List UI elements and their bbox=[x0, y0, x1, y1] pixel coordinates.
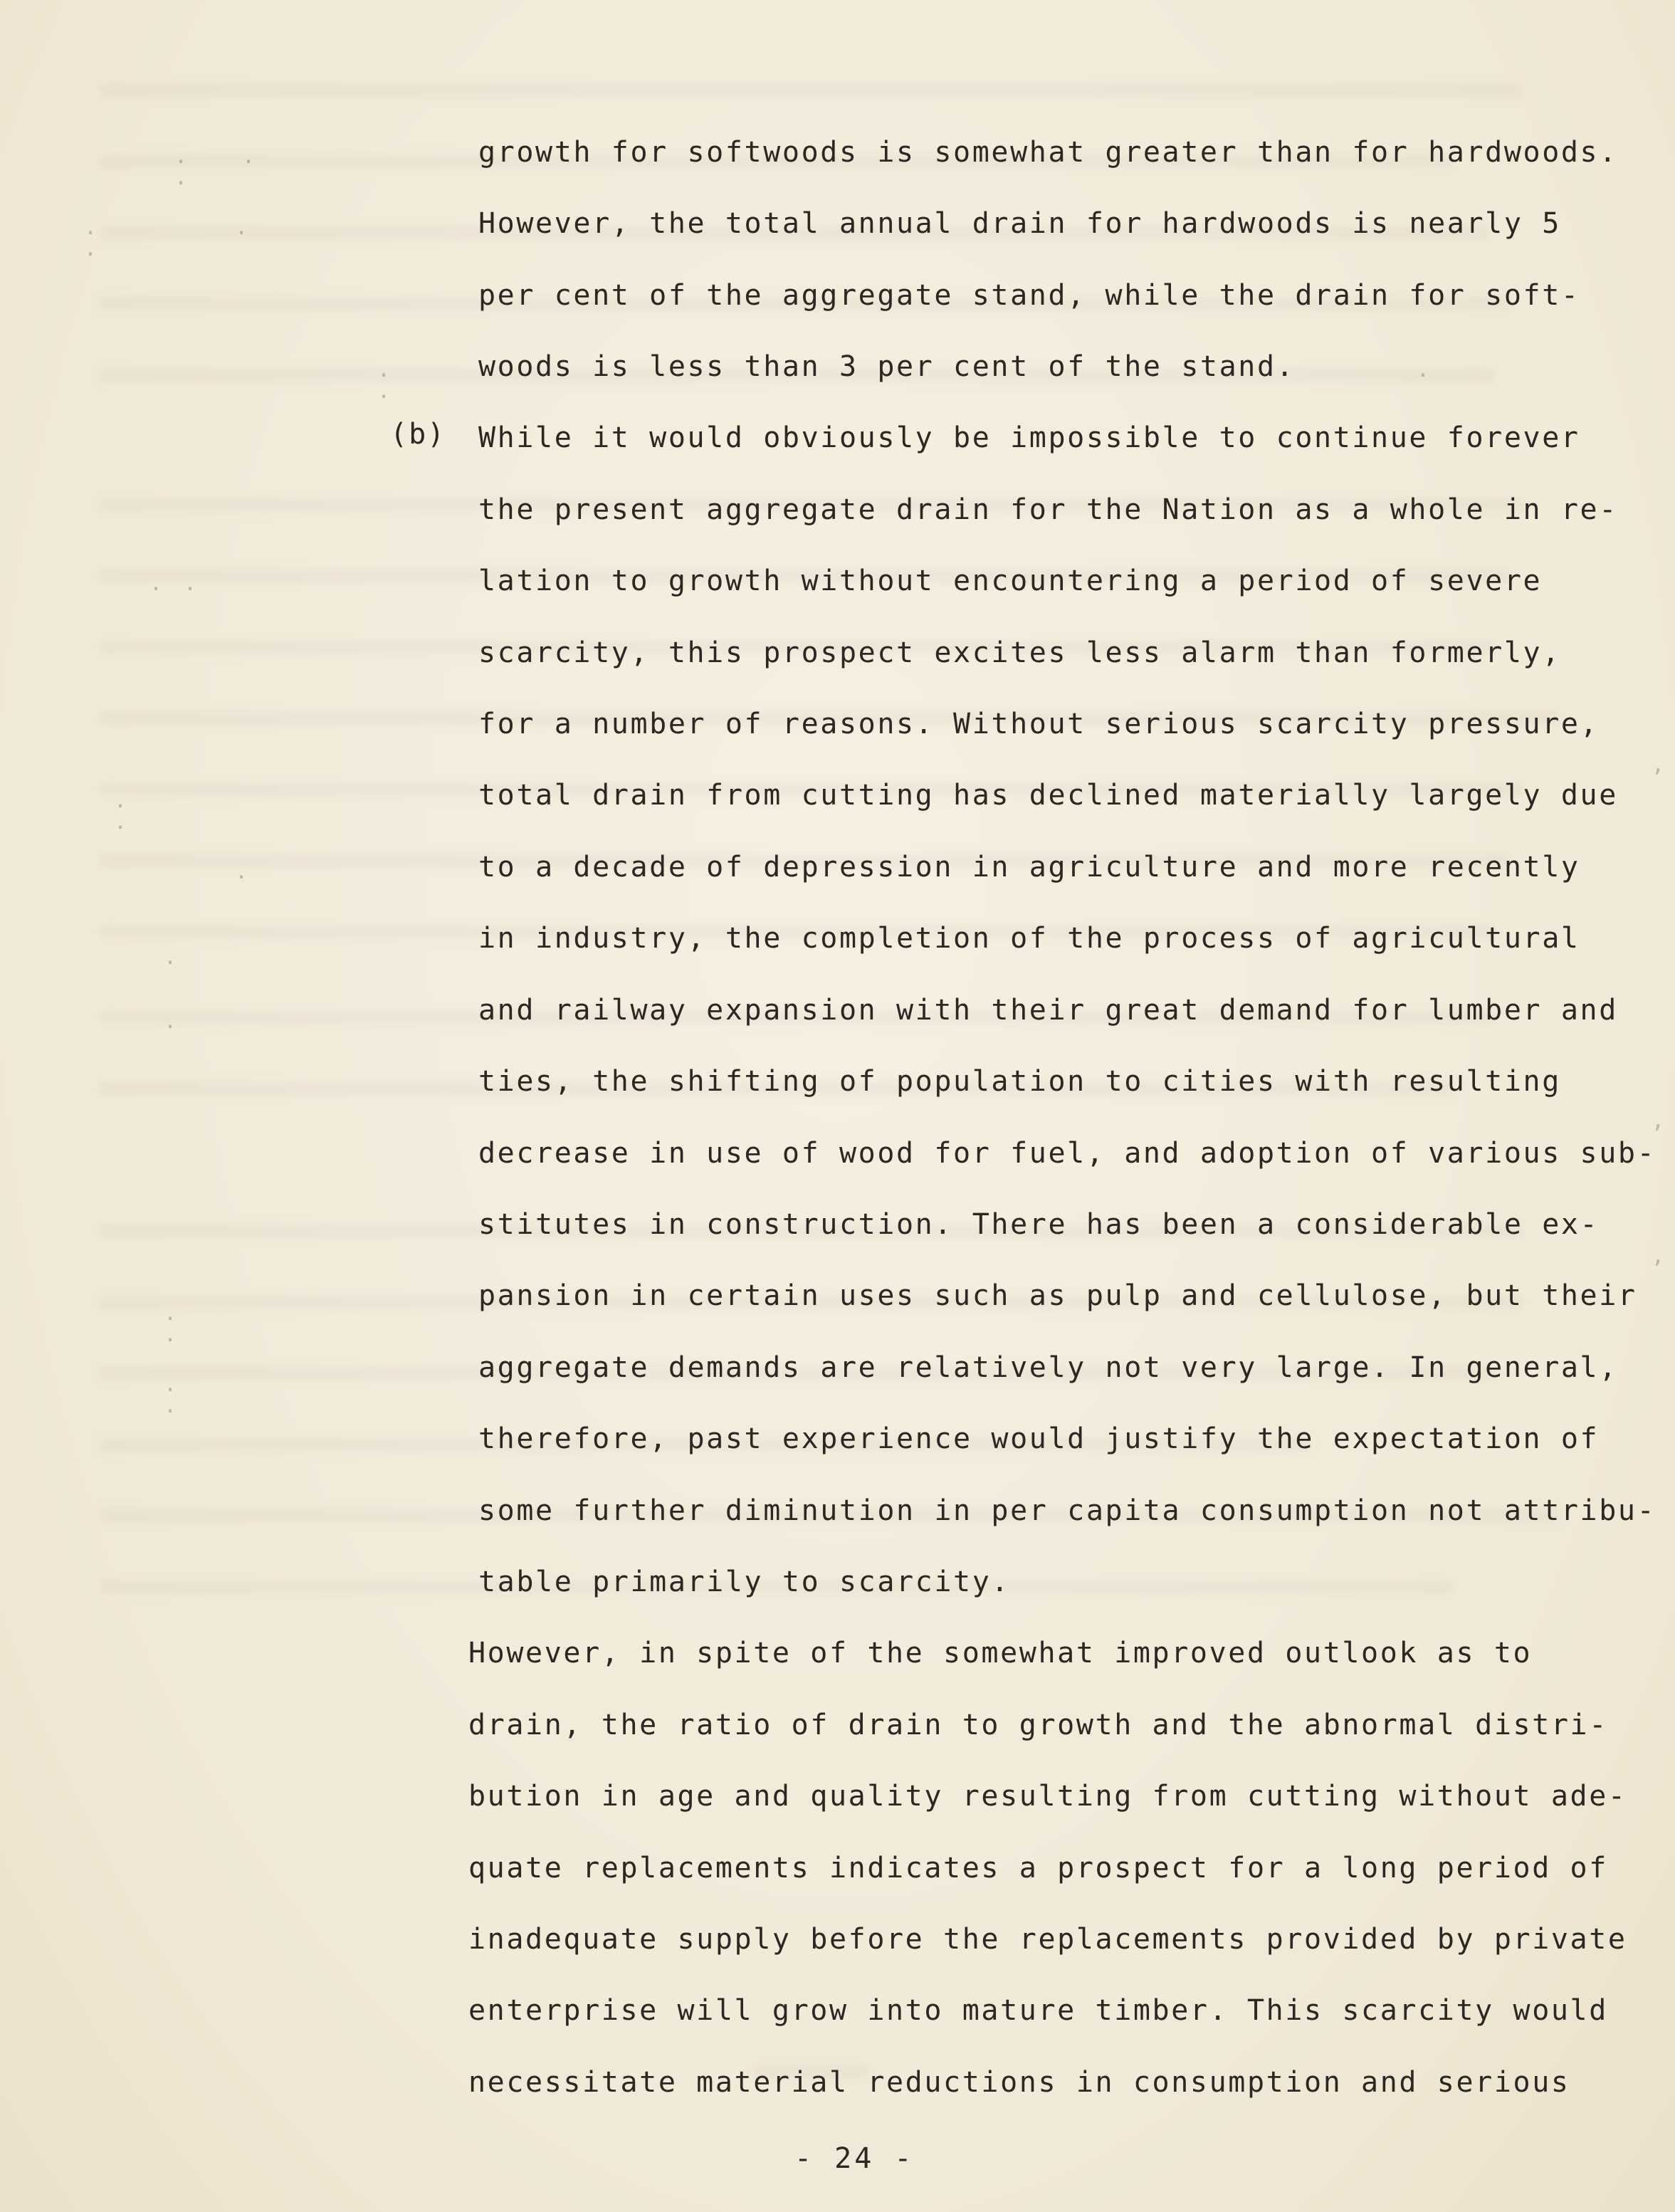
text-line: aggregate demands are relatively not very large. In general, bbox=[478, 1351, 1618, 1384]
text-line: lation to growth without encountering a period of severe bbox=[478, 565, 1543, 597]
paragraph-marker: (b) bbox=[390, 418, 446, 451]
text-line: While it would obviously be impossible to continue forever bbox=[478, 421, 1580, 454]
text-line: stitutes in construction. There has been a considerable ex- bbox=[478, 1208, 1600, 1241]
text-line: some further diminution in per capita consumption not attribu- bbox=[478, 1494, 1656, 1527]
text-line: However, in spite of the somewhat improved outlook as to bbox=[468, 1637, 1533, 1670]
text-line: scarcity, this prospect excites less alarm than formerly, bbox=[478, 636, 1561, 669]
text-line: to a decade of depression in agriculture and more recently bbox=[478, 851, 1580, 884]
text-line: necessitate material reductions in consumption and serious bbox=[468, 2066, 1570, 2099]
text-line: therefore, past experience would justify the expectation of bbox=[478, 1422, 1600, 1455]
text-line: decrease in use of wood for fuel, and adoption of various sub- bbox=[478, 1137, 1656, 1170]
text-line: inadequate supply before the replacements provided by private bbox=[468, 1923, 1627, 1956]
text-line: woods is less than 3 per cent of the stand. bbox=[478, 350, 1296, 383]
text-line: growth for softwoods is somewhat greater than for hardwoods. bbox=[478, 136, 1618, 169]
text-line: the present aggregate drain for the Nation as a whole in re- bbox=[478, 493, 1618, 526]
text-line: quate replacements indicates a prospect for a long period of bbox=[468, 1852, 1608, 1885]
text-line: pansion in certain uses such as pulp and cellulose, but their bbox=[478, 1279, 1637, 1312]
text-line: in industry, the completion of the process of agricultural bbox=[478, 922, 1580, 955]
text-line: enterprise will grow into mature timber. This scarcity would bbox=[468, 1994, 1608, 2027]
text-line: drain, the ratio of drain to growth and the abnormal distri- bbox=[468, 1709, 1608, 1741]
text-line: However, the total annual drain for hardwoods is nearly 5 bbox=[478, 207, 1561, 240]
text-line: bution in age and quality resulting from cutting without ade- bbox=[468, 1780, 1627, 1813]
text-line: for a number of reasons. Without serious scarcity pressure, bbox=[478, 708, 1600, 740]
text-line: table primarily to scarcity. bbox=[478, 1566, 1011, 1598]
text-line: total drain from cutting has declined materially largely due bbox=[478, 779, 1618, 812]
text-line: per cent of the aggregate stand, while the drain for soft- bbox=[478, 279, 1580, 312]
text-line: and railway expansion with their great demand for lumber and bbox=[478, 994, 1618, 1027]
text-line: ties, the shifting of population to cities with resulting bbox=[478, 1065, 1561, 1098]
page-number: - 24 - bbox=[794, 2142, 915, 2175]
